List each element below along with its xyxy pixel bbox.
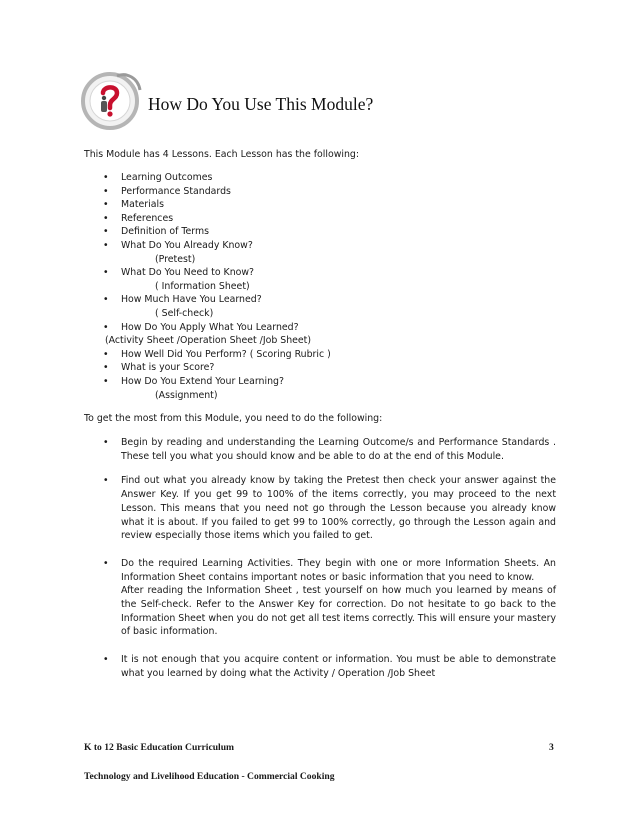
module-logo: [80, 68, 144, 132]
list-item: • Performance Standards: [92, 185, 331, 199]
list-item: • How Well Did You Perform? ( Scoring Rubric ): [92, 348, 331, 362]
list-item: • How Do You Extend Your Learning?: [92, 375, 331, 389]
instructions-list: [92, 436, 556, 681]
list-item: • What is your Score?: [92, 361, 331, 375]
footer-course: Technology and Livelihood Education - Commercial Cooking: [84, 771, 335, 782]
page-number: 3: [549, 742, 554, 753]
list-item-note: ( Self-check): [155, 307, 214, 319]
list-item: • How Do You Apply What You Learned?: [92, 321, 331, 335]
step-text: • It is not enough that you acquire content or information. You must be able to demonstrate what you learned by doing what the Activity / Operation /Job Sheet: [121, 654, 556, 679]
list-item-note: (Assignment): [155, 389, 218, 401]
list-item-note: (Pretest): [155, 253, 196, 265]
list-item: [92, 474, 556, 543]
page-title: How Do You Use This Module?: [148, 94, 374, 114]
list-item: [92, 653, 556, 680]
list-item: • Materials: [92, 198, 331, 212]
list-item: • Definition of Terms: [92, 225, 331, 239]
intro-text: This Module has 4 Lessons. Each Lesson has the following:: [84, 149, 360, 160]
list-item-note: ( Information Sheet): [155, 280, 250, 292]
list-item-note: (Activity Sheet /Operation Sheet /Job Sheet): [105, 335, 312, 347]
step-text: • Do the required Learning Activities. They begin with one or more Information Sheets. An Information Sheet contains important notes or basic information that you need to know.: [121, 557, 556, 583]
lesson-components-list: [92, 171, 331, 402]
list-item: • Learning Outcomes: [92, 171, 331, 185]
step-text: • Begin by reading and understanding the Learning Outcome/s and Performance Standards . These tell you what you should know and be able to do at the end of this Module.: [121, 437, 556, 462]
list-item: • How Much Have You Learned?: [92, 293, 331, 307]
question-mark-icon: [80, 68, 144, 132]
step-text: After reading the Information Sheet , test yourself on how much you learned by means of the Self-check. Refer to the Answer Key for correction. Do not hesitate to go back to the Information Sheet when you do not get all test items correctly. This will ensure your mastery of basic information.: [121, 585, 556, 638]
list-item: [92, 436, 556, 463]
step-text: • Find out what you already know by taking the Pretest then check your answer against the Answer Key. If you get 99 to 100% of the items correctly, you may proceed to the next Lesson. This means that you need not go through the Lesson because you already know what it is about. If you failed to get 99 to 100% correctly, go through the Lesson again and review especially those items which you failed to get.: [121, 475, 556, 542]
list-item: [92, 557, 556, 639]
list-item: • What Do You Need to Know?: [92, 266, 331, 280]
instructions-heading: To get the most from this Module, you need to do the following:: [84, 413, 383, 424]
list-item: • What Do You Already Know?: [92, 239, 331, 253]
footer-curriculum: K to 12 Basic Education Curriculum: [84, 742, 235, 753]
list-item: • References: [92, 212, 331, 226]
